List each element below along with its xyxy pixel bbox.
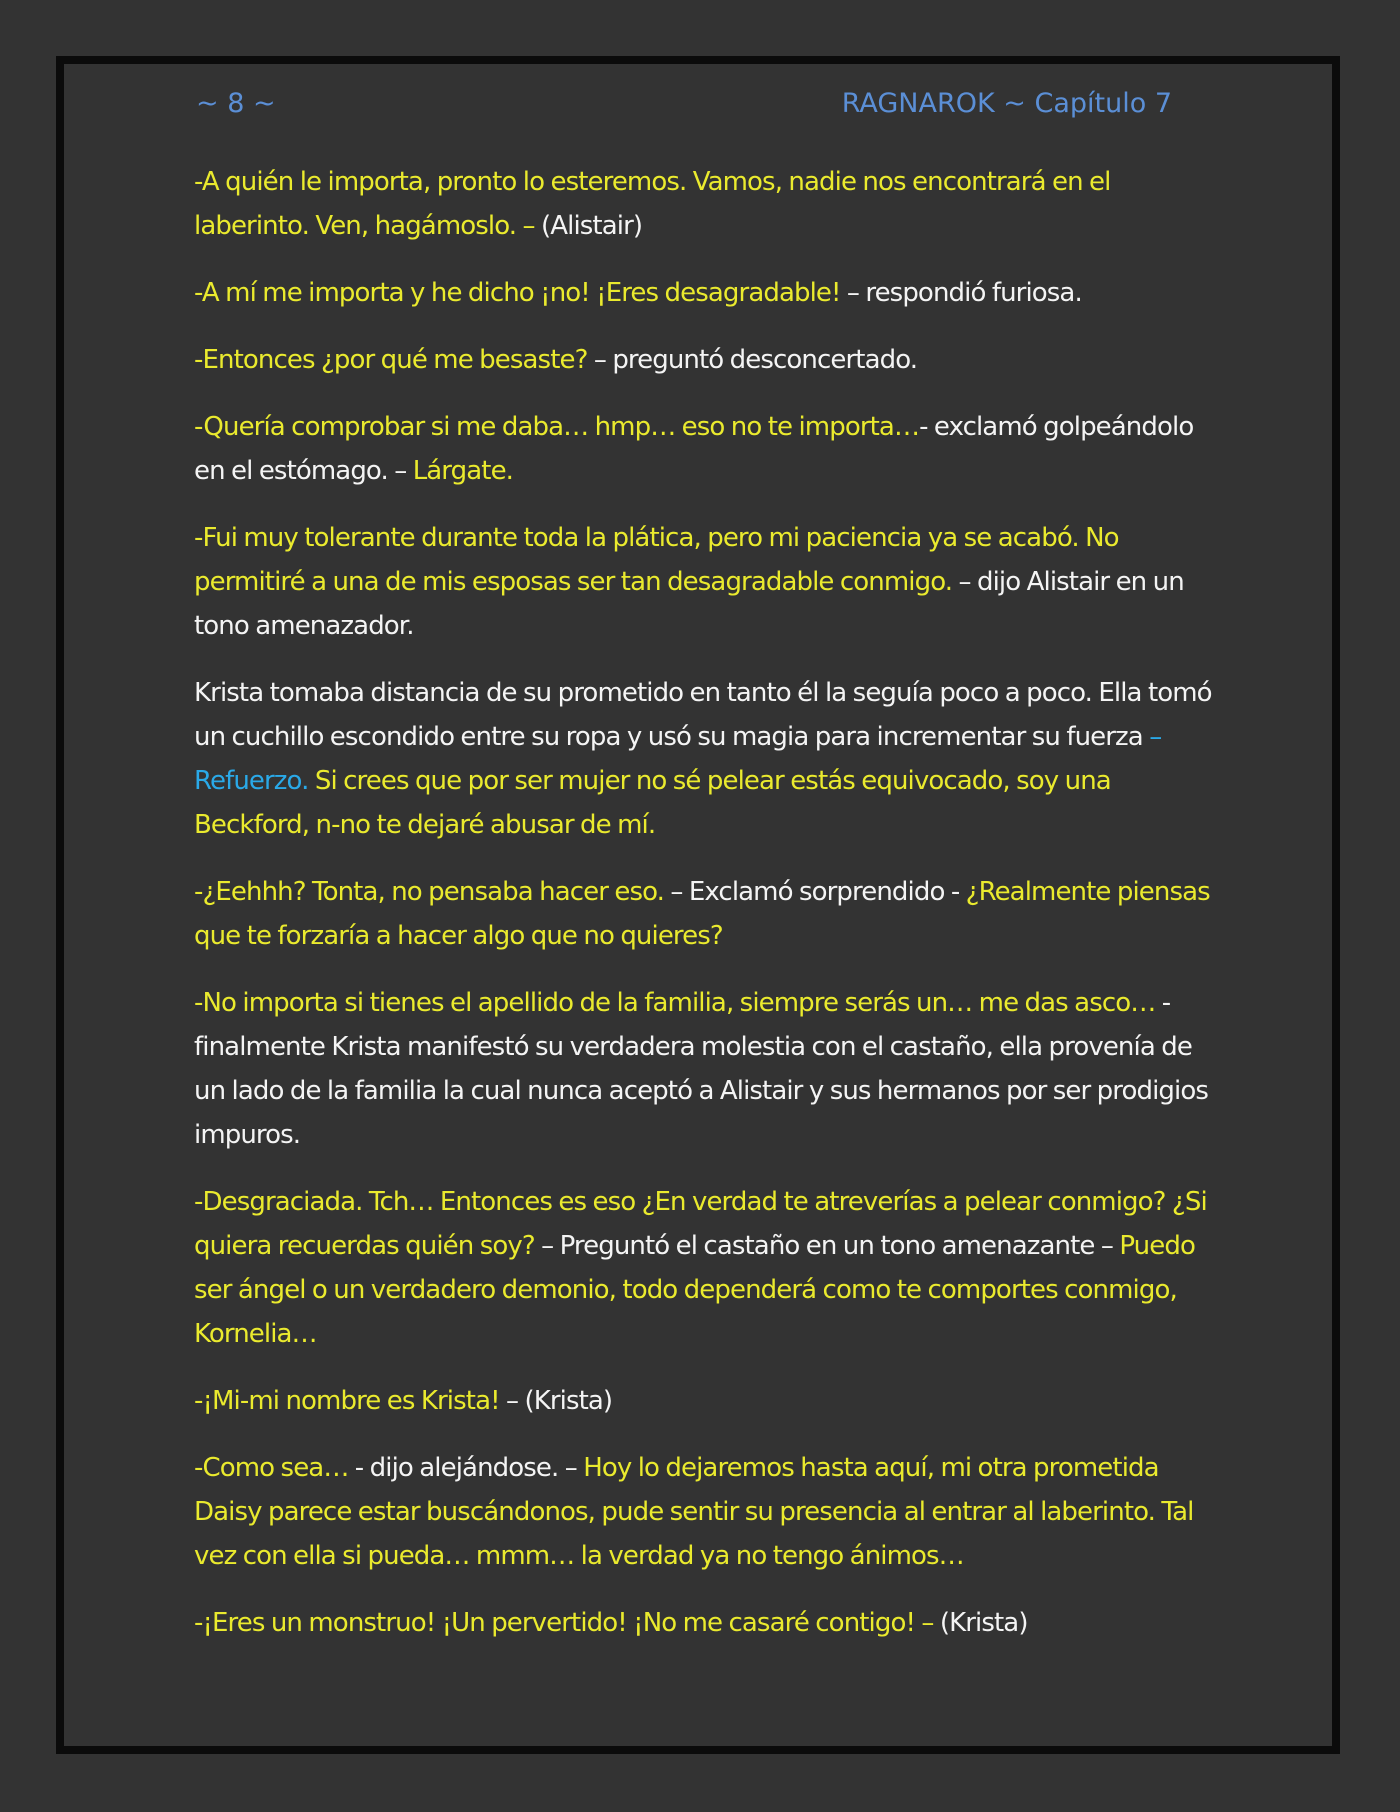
narration-text: – Preguntó el castaño en un tono amenazante – (541, 1231, 1120, 1261)
dialogue-text: -Entonces ¿por qué me besaste? (194, 345, 594, 375)
dialogue-text: ¿Realmente piensas que te forzaría a hacer algo que no quieres? (194, 877, 1210, 951)
page-header (196, 84, 1172, 124)
dialogue-text: -¡Mi-mi nombre es Krista! (194, 1386, 506, 1416)
story-text (194, 160, 1214, 1668)
dialogue-text: -¡Eres un monstruo! ¡Un pervertido! ¡No me casaré contigo! – (194, 1608, 940, 1638)
narration-text: – dijo Alistair en un tono amenazador. (194, 567, 1184, 641)
dialogue-text: -A mí me importa y he dicho ¡no! ¡Eres desagradable! (194, 278, 847, 308)
dialogue-text: -Como sea… (194, 1453, 355, 1483)
chapter-title: RAGNAROK ~ Capítulo 7 (841, 88, 1172, 119)
narration-text: (Alistair) (541, 211, 643, 241)
narration-text: Krista tomaba distancia de su prometido en tanto él la seguía poco a poco. Ella tomó un cuchillo escondido entre su ropa y usó su magia para incrementar su fuerza (194, 678, 1212, 752)
paragraph (194, 1180, 1214, 1356)
dialogue-text: Puedo ser ángel o un verdadero demonio, todo dependerá como te comportes conmigo, Kornelia… (194, 1231, 1195, 1349)
dialogue-text: -Desgraciada. Tch… Entonces es eso ¿En verdad te atreverías a pelear conmigo? ¿Si quiera recuerdas quién soy? (194, 1187, 1207, 1261)
paragraph (194, 338, 1214, 382)
paragraph (194, 405, 1214, 493)
dialogue-text: Lárgate. (412, 456, 514, 486)
dialogue-text: -¿Eehhh? Tonta, no pensaba hacer eso. (194, 877, 671, 907)
paragraph (194, 1379, 1214, 1423)
narration-text: - exclamó golpeándolo en el estómago. – (194, 412, 1194, 486)
narration-text: - finalmente Krista manifestó su verdadera molestia con el castaño, ella provenía de un lado de la familia la cual nunca aceptó a Alistair y sus hermanos por ser prodigios impuros. (194, 988, 1208, 1150)
dialogue-text: Hoy lo dejaremos hasta aquí, mi otra prometida Daisy parece estar buscándonos, pude sentir su presencia al entrar al laberinto. Tal vez con ella si pueda… mmm… la verdad ya no tengo ánimos… (194, 1453, 1194, 1571)
spell-name: – Refuerzo. (194, 722, 1162, 796)
paragraph (194, 671, 1214, 847)
dialogue-text: -No importa si tienes el apellido de la familia, siempre serás un… me das asco… (194, 988, 1162, 1018)
narration-text: – Exclamó sorprendido - (670, 877, 966, 907)
paragraph (194, 271, 1214, 315)
dialogue-text: Si crees que por ser mujer no sé pelear estás equivocado, soy una Beckford, n-no te dejaré abusar de mí. (194, 766, 1111, 840)
dialogue-text: -Fui muy tolerante durante toda la plática, pero mi paciencia ya se acabó. No permitiré a una de mis esposas ser tan desagradable conmigo. (194, 523, 1119, 597)
dialogue-text: -A quién le importa, pronto lo esteremos. Vamos, nadie nos encontrará en el laberinto. Ven, hagámoslo. – (194, 167, 1111, 241)
narration-text: – (Krista) (505, 1386, 613, 1416)
page-number: ~ 8 ~ (196, 88, 276, 119)
paragraph (194, 1446, 1214, 1578)
paragraph (194, 981, 1214, 1157)
paragraph (194, 160, 1214, 248)
paragraph (194, 516, 1214, 648)
dialogue-text: -Quería comprobar si me daba… hmp… eso no te importa… (194, 412, 920, 442)
narration-text: – preguntó desconcertado. (593, 345, 918, 375)
narration-text: – respondió furiosa. (846, 278, 1082, 308)
paragraph (194, 870, 1214, 958)
narration-text: (Krista) (939, 1608, 1028, 1638)
paragraph (194, 1601, 1214, 1645)
narration-text: - dijo alejándose. – (354, 1453, 584, 1483)
